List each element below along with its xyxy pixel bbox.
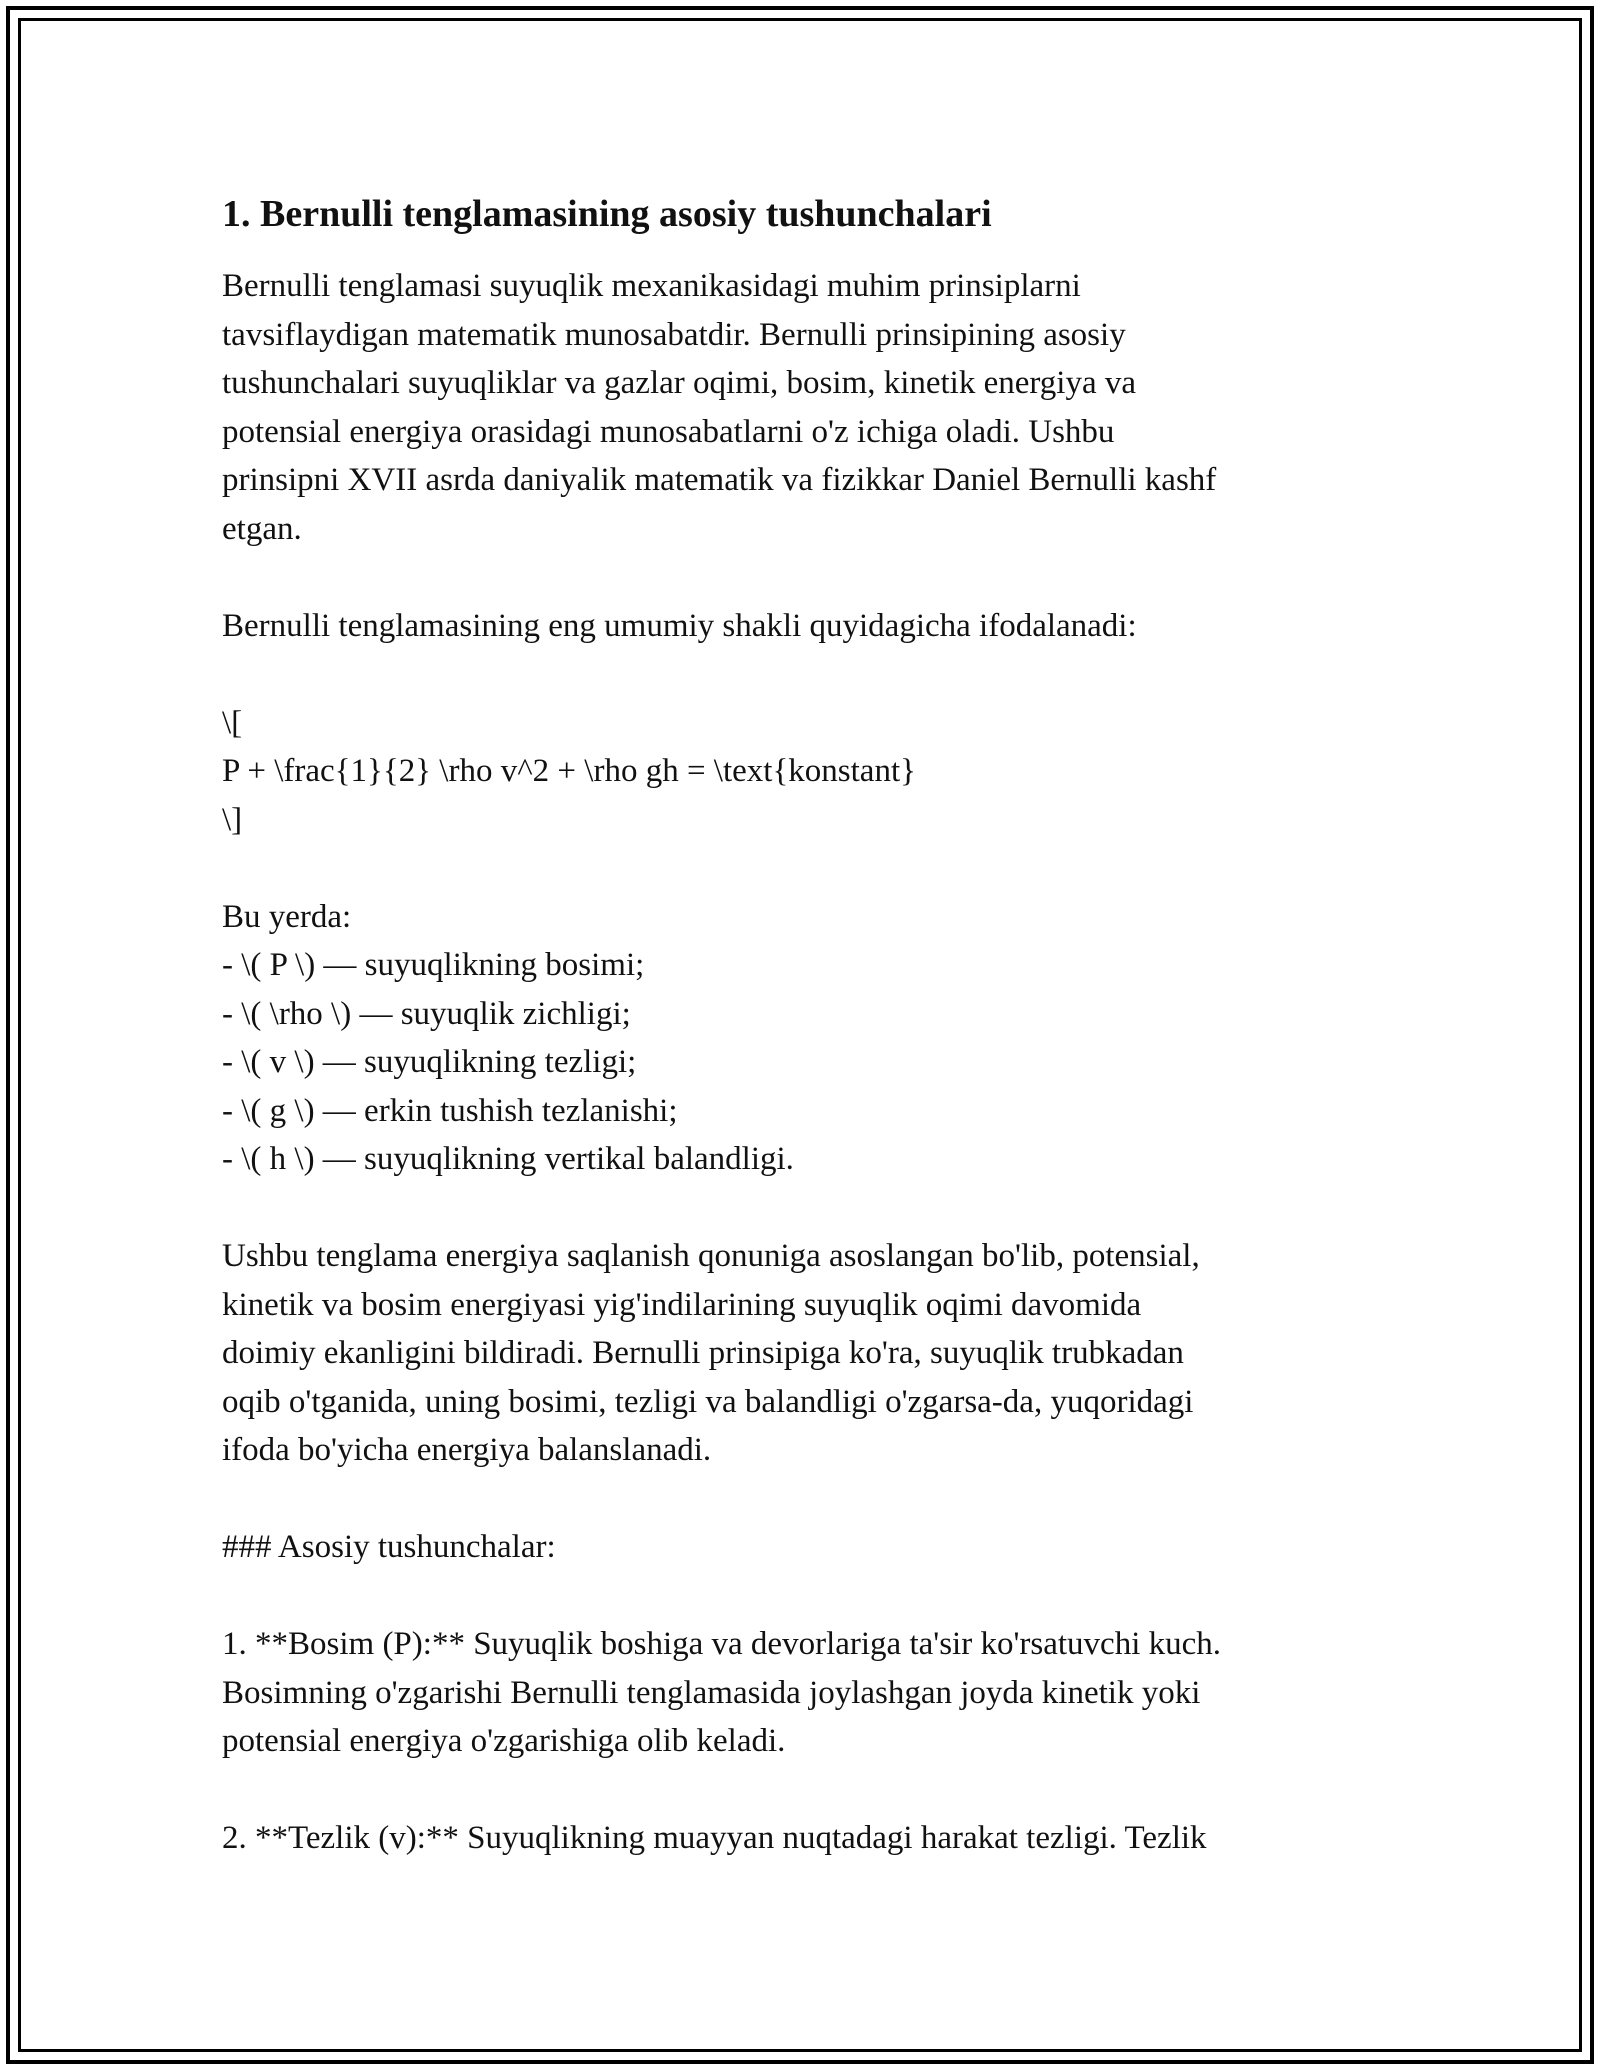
intro-paragraph [222,262,1362,553]
definition-item: - \( h \) — suyuqlikning vertikal balandligi. [222,1141,794,1177]
definition-item: - \( v \) — suyuqlikning tezligi; [222,1044,637,1080]
explanation-paragraph [222,1232,1362,1475]
definitions-block [222,893,1362,1184]
definition-item: - \( P \) — suyuqlikning bosimi; [222,947,645,983]
equation-block [222,699,1362,845]
paragraph-gap [222,650,1362,699]
explanation-line: doimiy ekanligini bildiradi. Bernulli prinsipiga ko'ra, suyuqlik trubkadan [222,1335,1184,1371]
concept-line: Bosimning o'zgarishi Bernulli tenglamasida joylashgan joyda kinetik yoki [222,1674,1201,1711]
explanation-line: ifoda bo'yicha energiya balanslanadi. [222,1432,712,1468]
intro-line: potensial energiya orasidagi munosabatlarni o'z ichiga oladi. Ushbu [222,413,1115,450]
where-label: Bu yerda: [222,898,352,935]
paragraph-gap [222,844,1362,893]
concept-line: potensial energiya o'zgarishiga olib keladi. [222,1723,786,1759]
concept-line: 1. **Bosim (P):** Suyuqlik boshiga va devorlariga ta'sir ko'rsatuvchi kuch. [222,1626,1222,1662]
definition-item: - \( g \) — erkin tushish tezlanishi; [222,1092,678,1129]
general-form-intro: Bernulli tenglamasining eng umumiy shakli quyidagicha ifodalanadi: [222,607,1137,644]
intro-line: tavsiflaydigan matematik munosabatdir. Bernulli prinsipining asosiy [222,316,1126,353]
subheading: ### Asosiy tushunchalar: [222,1529,556,1565]
equation-line: P + \frac{1}{2} \rho v^2 + \rho gh = \text{konstant} [222,753,916,789]
intro-line: prinsipni XVII asrda daniyalik matematik va fizikkar Daniel Bernulli kashf [222,462,1217,498]
explanation-line: Ushbu tenglama energiya saqlanish qonuniga asoslangan bo'lib, potensial, [222,1238,1200,1274]
explanation-line: kinetik va bosim energiyasi yig'indilarining suyuqlik oqimi davomida [222,1286,1142,1323]
intro-line: tushunchalari suyuqliklar va gazlar oqimi, bosim, kinetik energiya va [222,365,1136,401]
intro-line: Bernulli tenglamasi suyuqlik mexanikasidagi muhim prinsiplarni [222,268,1081,304]
paragraph-gap [222,1475,1362,1524]
concept-item-pressure [222,1620,1362,1766]
section-heading: 1. Bernulli tenglamasining asosiy tushunchalari [222,193,992,235]
definition-item: - \( \rho \) — suyuqlik zichligi; [222,995,631,1032]
paragraph-gap [222,1766,1362,1815]
paragraph-gap [222,1184,1362,1233]
paragraph-gap [222,553,1362,602]
explanation-line: oqib o'tganida, uning bosimi, tezligi va balandligi o'zgarsa-da, yuqoridagi [222,1383,1194,1420]
concept-line: 2. **Tezlik (v):** Suyuqlikning muayyan nuqtadagi harakat tezligi. Tezlik [222,1820,1207,1856]
equation-line: \[ [222,704,243,741]
paragraph-gap [222,1572,1362,1621]
equation-line: \] [222,801,243,838]
concept-item-velocity [222,1814,1362,1863]
intro-line: etgan. [222,510,302,547]
document-body [222,190,1362,1863]
